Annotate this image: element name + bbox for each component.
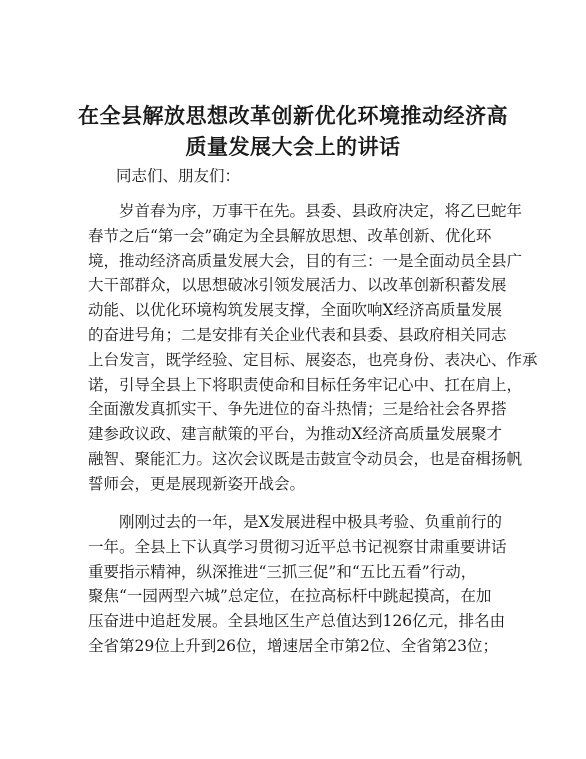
paragraph-line: 压奋进中追赶发展。全县地区生产总值达到126亿元，排名由 bbox=[88, 612, 506, 631]
paragraph-1 bbox=[88, 199, 538, 497]
paragraph-line: 刚刚过去的一年，是X发展进程中极具考验、负重前行的 bbox=[119, 513, 503, 531]
paragraph-line: 境，推动经济高质量发展大会，目的有三：一是全面动员全县广 bbox=[88, 251, 523, 270]
paragraph-line: 岁首春为序，万事干在先。县委、县政府决定，将乙巳蛇年 bbox=[119, 202, 523, 220]
paragraph-line: 动能、以优化环境构筑发展支撑，全面吹响X经济高质量发展 bbox=[88, 301, 503, 320]
paragraph-line: 大干部群众，以思想破冰引领发展活力、以改革创新积蓄发展 bbox=[88, 276, 507, 295]
paragraph-line: 上台发言，既学经验、定目标、展姿态，也亮身份、表决心、作承 bbox=[88, 350, 538, 369]
document-title bbox=[70, 100, 516, 162]
paragraph-line: 誓师会，更是展现新姿开战会。 bbox=[88, 474, 306, 493]
paragraph-line: 建参政议政、建言献策的平台，为推动X经济高质量发展聚才 bbox=[88, 425, 503, 444]
paragraph-line: 的奋进号角；二是安排有关企业代表和县委、县政府相关同志 bbox=[88, 325, 507, 344]
paragraph-line: 重要指示精神，纵深推进“三抓三促”和“五比五看”行动， bbox=[88, 562, 477, 581]
paragraph-line: 全省第29位上升到26位，增速居全市第2位、全省第23位； bbox=[88, 636, 499, 655]
greeting: 同志们、朋友们： bbox=[116, 167, 241, 185]
paragraph-line: 全面激发真抓实干、争先进位的奋斗热情；三是给社会各界搭 bbox=[88, 400, 507, 419]
paragraph-line: 聚焦“一园两型六城”总定位，在拉高标杆中跳起摸高，在加 bbox=[88, 587, 492, 606]
paragraph-line: 一年。全县上下认真学习贯彻习近平总书记视察甘肃重要讲话 bbox=[88, 537, 507, 556]
paragraph-2 bbox=[88, 510, 507, 659]
paragraph-line: 融智、聚能汇力。这次会议既是击鼓宣令动员会，也是奋楫扬帆 bbox=[88, 449, 523, 468]
paragraph-line: 春节之后“第一会”确定为全县解放思想、改革创新、优化环 bbox=[88, 226, 492, 245]
title-line: 质量发展大会上的讲话 bbox=[185, 134, 401, 159]
title-line: 在全县解放思想改革创新优化环境推动经济高 bbox=[78, 103, 508, 128]
paragraph-line: 诺，引导全县上下将职责使命和目标任务牢记心中、扛在肩上， bbox=[88, 375, 523, 394]
